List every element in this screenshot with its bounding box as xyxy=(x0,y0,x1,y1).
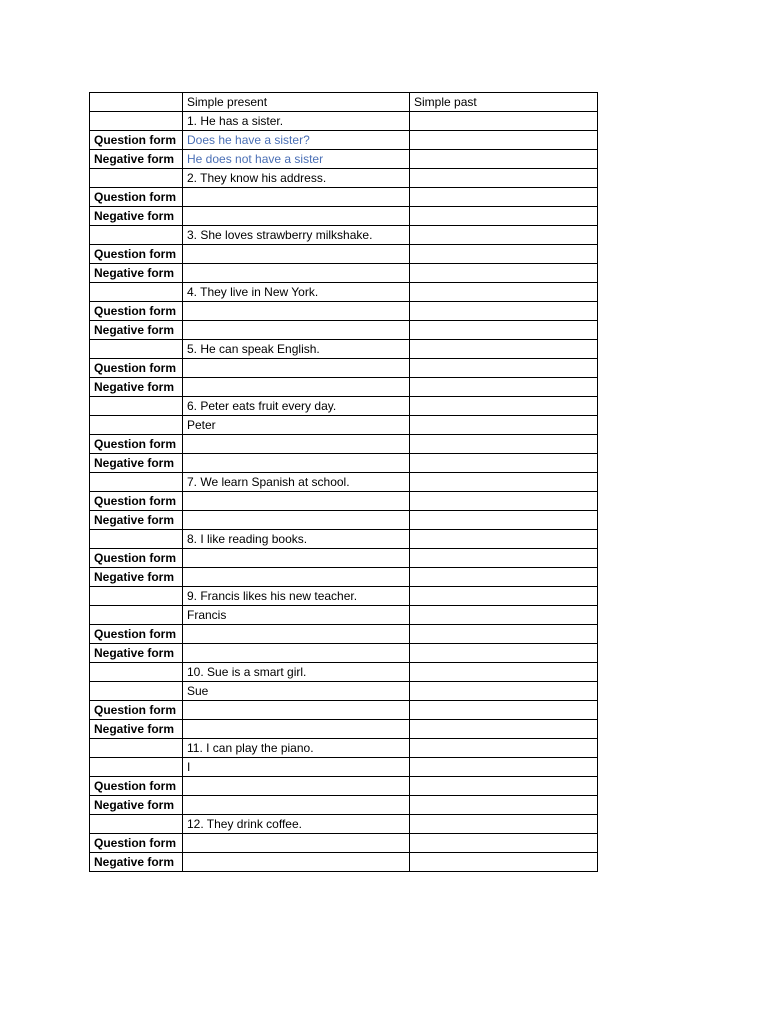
simple-present-cell[interactable] xyxy=(183,188,410,207)
simple-past-cell[interactable] xyxy=(410,796,598,815)
table-row xyxy=(90,853,598,872)
row-form-label xyxy=(90,587,183,606)
table-row xyxy=(90,568,598,587)
simple-past-cell[interactable] xyxy=(410,207,598,226)
row-form-label: Question form xyxy=(90,131,183,150)
table-row xyxy=(90,397,598,416)
simple-past-cell[interactable] xyxy=(410,169,598,188)
simple-present-cell[interactable] xyxy=(183,302,410,321)
table-row xyxy=(90,340,598,359)
table-row xyxy=(90,226,598,245)
row-form-label xyxy=(90,530,183,549)
simple-past-cell[interactable] xyxy=(410,834,598,853)
header-simple-past: Simple past xyxy=(410,93,598,112)
simple-past-cell[interactable] xyxy=(410,397,598,416)
table-row xyxy=(90,207,598,226)
row-form-label: Negative form xyxy=(90,378,183,397)
table-row xyxy=(90,625,598,644)
table-row xyxy=(90,473,598,492)
simple-past-cell[interactable] xyxy=(410,853,598,872)
row-form-label: Negative form xyxy=(90,644,183,663)
simple-present-cell[interactable]: 10. Sue is a smart girl. xyxy=(183,663,410,682)
table-row xyxy=(90,663,598,682)
simple-past-cell[interactable] xyxy=(410,416,598,435)
table-row xyxy=(90,549,598,568)
simple-present-cell[interactable] xyxy=(183,625,410,644)
simple-present-cell[interactable] xyxy=(183,720,410,739)
table-row xyxy=(90,701,598,720)
table-row xyxy=(90,587,598,606)
table-row xyxy=(90,359,598,378)
simple-present-cell[interactable] xyxy=(183,796,410,815)
simple-present-cell[interactable]: 5. He can speak English. xyxy=(183,340,410,359)
simple-past-cell[interactable] xyxy=(410,378,598,397)
row-form-label: Question form xyxy=(90,435,183,454)
simple-present-cell[interactable] xyxy=(183,378,410,397)
simple-present-cell[interactable]: 2. They know his address. xyxy=(183,169,410,188)
simple-past-cell[interactable] xyxy=(410,340,598,359)
table-row xyxy=(90,530,598,549)
simple-past-cell[interactable] xyxy=(410,625,598,644)
row-form-label: Question form xyxy=(90,188,183,207)
row-form-label xyxy=(90,758,183,777)
table-row xyxy=(90,606,598,625)
header-simple-present: Simple present xyxy=(183,93,410,112)
simple-past-cell[interactable] xyxy=(410,720,598,739)
simple-present-cell[interactable]: 9. Francis likes his new teacher. xyxy=(183,587,410,606)
simple-present-cell[interactable]: 4. They live in New York. xyxy=(183,283,410,302)
simple-past-cell[interactable] xyxy=(410,511,598,530)
row-form-label xyxy=(90,112,183,131)
row-form-label xyxy=(90,226,183,245)
simple-past-cell[interactable] xyxy=(410,606,598,625)
row-form-label: Negative form xyxy=(90,796,183,815)
row-form-label xyxy=(90,397,183,416)
simple-past-cell[interactable] xyxy=(410,188,598,207)
simple-past-cell[interactable] xyxy=(410,283,598,302)
row-form-label xyxy=(90,606,183,625)
row-form-label: Negative form xyxy=(90,853,183,872)
table-row xyxy=(90,777,598,796)
row-form-label xyxy=(90,340,183,359)
simple-present-cell[interactable]: Francis xyxy=(183,606,410,625)
simple-past-cell[interactable] xyxy=(410,701,598,720)
table-row xyxy=(90,131,598,150)
simple-present-cell[interactable]: 8. I like reading books. xyxy=(183,530,410,549)
table-row xyxy=(90,112,598,131)
simple-present-cell[interactable]: 6. Peter eats fruit every day. xyxy=(183,397,410,416)
simple-past-cell[interactable] xyxy=(410,568,598,587)
simple-present-cell[interactable] xyxy=(183,834,410,853)
simple-past-cell[interactable] xyxy=(410,321,598,340)
row-form-label: Question form xyxy=(90,245,183,264)
simple-present-cell[interactable]: 1. He has a sister. xyxy=(183,112,410,131)
simple-past-cell[interactable] xyxy=(410,549,598,568)
table-row xyxy=(90,682,598,701)
simple-present-cell[interactable] xyxy=(183,777,410,796)
table-row xyxy=(90,644,598,663)
row-form-label: Question form xyxy=(90,359,183,378)
table-row xyxy=(90,283,598,302)
table-header-row xyxy=(90,93,598,112)
simple-present-cell[interactable]: 3. She loves strawberry milkshake. xyxy=(183,226,410,245)
example-answer-cell[interactable]: He does not have a sister xyxy=(183,150,410,169)
table-row xyxy=(90,511,598,530)
simple-present-cell[interactable] xyxy=(183,549,410,568)
row-form-label: Negative form xyxy=(90,150,183,169)
table-row xyxy=(90,492,598,511)
simple-past-cell[interactable] xyxy=(410,131,598,150)
row-form-label xyxy=(90,283,183,302)
table-row xyxy=(90,378,598,397)
simple-present-cell[interactable]: I xyxy=(183,758,410,777)
row-form-label: Negative form xyxy=(90,720,183,739)
table-row xyxy=(90,834,598,853)
simple-past-cell[interactable] xyxy=(410,663,598,682)
simple-present-cell[interactable]: 11. I can play the piano. xyxy=(183,739,410,758)
simple-past-cell[interactable] xyxy=(410,682,598,701)
simple-present-cell[interactable] xyxy=(183,264,410,283)
simple-present-cell[interactable] xyxy=(183,207,410,226)
simple-present-cell[interactable] xyxy=(183,321,410,340)
row-form-label: Question form xyxy=(90,625,183,644)
simple-present-cell[interactable]: Peter xyxy=(183,416,410,435)
simple-past-cell[interactable] xyxy=(410,226,598,245)
example-answer-cell[interactable]: Does he have a sister? xyxy=(183,131,410,150)
row-form-label: Question form xyxy=(90,834,183,853)
row-form-label: Negative form xyxy=(90,321,183,340)
table-row xyxy=(90,321,598,340)
table-row xyxy=(90,416,598,435)
simple-present-cell[interactable] xyxy=(183,644,410,663)
worksheet-rows xyxy=(90,112,598,872)
simple-past-cell[interactable] xyxy=(410,245,598,264)
table-row xyxy=(90,758,598,777)
row-form-label xyxy=(90,739,183,758)
simple-past-cell[interactable] xyxy=(410,454,598,473)
simple-past-cell[interactable] xyxy=(410,530,598,549)
simple-past-cell[interactable] xyxy=(410,758,598,777)
simple-present-cell[interactable]: Sue xyxy=(183,682,410,701)
tense-worksheet-table xyxy=(89,92,598,872)
simple-past-cell[interactable] xyxy=(410,150,598,169)
table-row xyxy=(90,150,598,169)
table-row xyxy=(90,264,598,283)
table-row xyxy=(90,435,598,454)
row-form-label: Negative form xyxy=(90,454,183,473)
simple-past-cell[interactable] xyxy=(410,815,598,834)
table-row xyxy=(90,815,598,834)
row-form-label xyxy=(90,169,183,188)
header-label-cell xyxy=(90,93,183,112)
row-form-label: Question form xyxy=(90,302,183,321)
table-row xyxy=(90,188,598,207)
simple-past-cell[interactable] xyxy=(410,473,598,492)
table-row xyxy=(90,739,598,758)
simple-past-cell[interactable] xyxy=(410,264,598,283)
row-form-label xyxy=(90,815,183,834)
row-form-label: Negative form xyxy=(90,264,183,283)
row-form-label xyxy=(90,663,183,682)
simple-present-cell[interactable] xyxy=(183,511,410,530)
row-form-label xyxy=(90,416,183,435)
simple-present-cell[interactable] xyxy=(183,492,410,511)
row-form-label: Question form xyxy=(90,549,183,568)
simple-present-cell[interactable] xyxy=(183,435,410,454)
simple-present-cell[interactable] xyxy=(183,454,410,473)
table-row xyxy=(90,169,598,188)
row-form-label: Negative form xyxy=(90,568,183,587)
row-form-label xyxy=(90,473,183,492)
simple-present-cell[interactable] xyxy=(183,701,410,720)
table-row xyxy=(90,454,598,473)
simple-present-cell[interactable] xyxy=(183,245,410,264)
table-row xyxy=(90,796,598,815)
simple-past-cell[interactable] xyxy=(410,359,598,378)
simple-present-cell[interactable]: 7. We learn Spanish at school. xyxy=(183,473,410,492)
row-form-label xyxy=(90,682,183,701)
row-form-label: Negative form xyxy=(90,207,183,226)
table-row xyxy=(90,245,598,264)
simple-past-cell[interactable] xyxy=(410,587,598,606)
simple-present-cell[interactable]: 12. They drink coffee. xyxy=(183,815,410,834)
row-form-label: Question form xyxy=(90,777,183,796)
row-form-label: Question form xyxy=(90,701,183,720)
table-row xyxy=(90,720,598,739)
row-form-label: Question form xyxy=(90,492,183,511)
simple-past-cell[interactable] xyxy=(410,492,598,511)
simple-past-cell[interactable] xyxy=(410,777,598,796)
simple-past-cell[interactable] xyxy=(410,644,598,663)
row-form-label: Negative form xyxy=(90,511,183,530)
table-row xyxy=(90,302,598,321)
simple-past-cell[interactable] xyxy=(410,302,598,321)
simple-past-cell[interactable] xyxy=(410,435,598,454)
simple-past-cell[interactable] xyxy=(410,739,598,758)
simple-present-cell[interactable] xyxy=(183,853,410,872)
simple-present-cell[interactable] xyxy=(183,568,410,587)
simple-past-cell[interactable] xyxy=(410,112,598,131)
simple-present-cell[interactable] xyxy=(183,359,410,378)
